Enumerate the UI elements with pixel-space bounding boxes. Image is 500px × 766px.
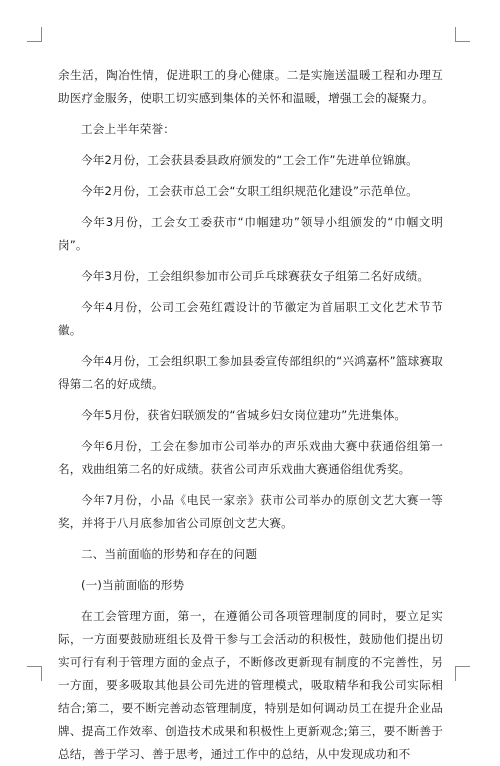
paragraph-honor-apr-basketball: 今年4月份，工会组织职工参加县委宣传部组织的“兴鸿嘉杯”篮球赛取得第二名的好成绩。: [58, 354, 443, 391]
paragraph-service-continuation: 余生活，陶冶性情，促进职工的身心健康。二是实施送温暖工程和办理互助医疗金服务，使职工切实感到集体的关怀和温暖，增强工会的凝聚力。: [58, 68, 443, 105]
paragraph-honor-jul: 今年7月份，小品《电民一家亲》获市公司举办的原创文艺大赛一等奖，并将于八月底参加省公司原创文艺大赛。: [58, 493, 443, 530]
crop-mark-bottom-right: [455, 666, 470, 681]
document-body: [58, 64, 443, 766]
paragraph-honors-heading: 工会上半年荣誉：: [81, 122, 175, 136]
crop-mark-bottom-left: [27, 666, 42, 681]
crop-mark-top-right: [455, 27, 470, 42]
section-heading-situation: 二、当前面临的形势和存在的问题: [81, 547, 258, 561]
paragraph-honor-mar-pingpong: 今年3月份，工会组织参加市公司乒乓球赛获女子组第二名好成绩。: [81, 269, 430, 283]
paragraph-honor-apr-emblem: 今年4月份，公司工会苑红霞设计的节徽定为首届职工文化艺术节节徽。: [58, 300, 443, 337]
paragraph-honor-may: 今年5月份，获省妇联颁发的“省城乡妇女岗位建功”先进集体。: [81, 408, 407, 422]
paragraph-honor-feb-city: 今年2月份，工会获市总工会“女职工组织规范化建设”示范单位。: [81, 184, 418, 198]
paragraph-honor-feb-county: 今年2月份，工会获县委县政府颁发的“工会工作”先进单位锦旗。: [81, 153, 418, 167]
paragraph-honor-jun: 今年6月份，工会在参加市公司举办的声乐戏曲大赛中获通俗组第一名，戏曲组第二名的好成绩。获省公司声乐戏曲大赛通俗组优秀奖。: [58, 439, 443, 476]
paragraph-management: 在工会管理方面，第一，在遵循公司各项管理制度的同时，要立足实际，一方面要鼓励班组长及骨干参与工会活动的积极性，鼓励他们提出切实可行有利于管理方面的金点子，不断修改更新现有制度的不完善性，另一方面，要多吸取其他县公司先进的管理模式，吸取精华和我公司实际相结合;第二，要不断完善动态管理制度，特别是如何调动员工在提升企业品牌、提高工作效率、创造技术成果和积极性上更新观念;第三，要不断善于总结，善于学习、善于思考，通过工作中的总结，从中发现成功和不: [58, 609, 443, 761]
paragraph-honor-mar-women: 今年3月份，工会女工委获市“巾帼建功”领导小组颁发的“巾帼文明岗”。: [58, 215, 443, 252]
crop-mark-top-left: [27, 27, 42, 42]
subsection-heading-current-situation: (一)当前面临的形势: [81, 578, 185, 592]
